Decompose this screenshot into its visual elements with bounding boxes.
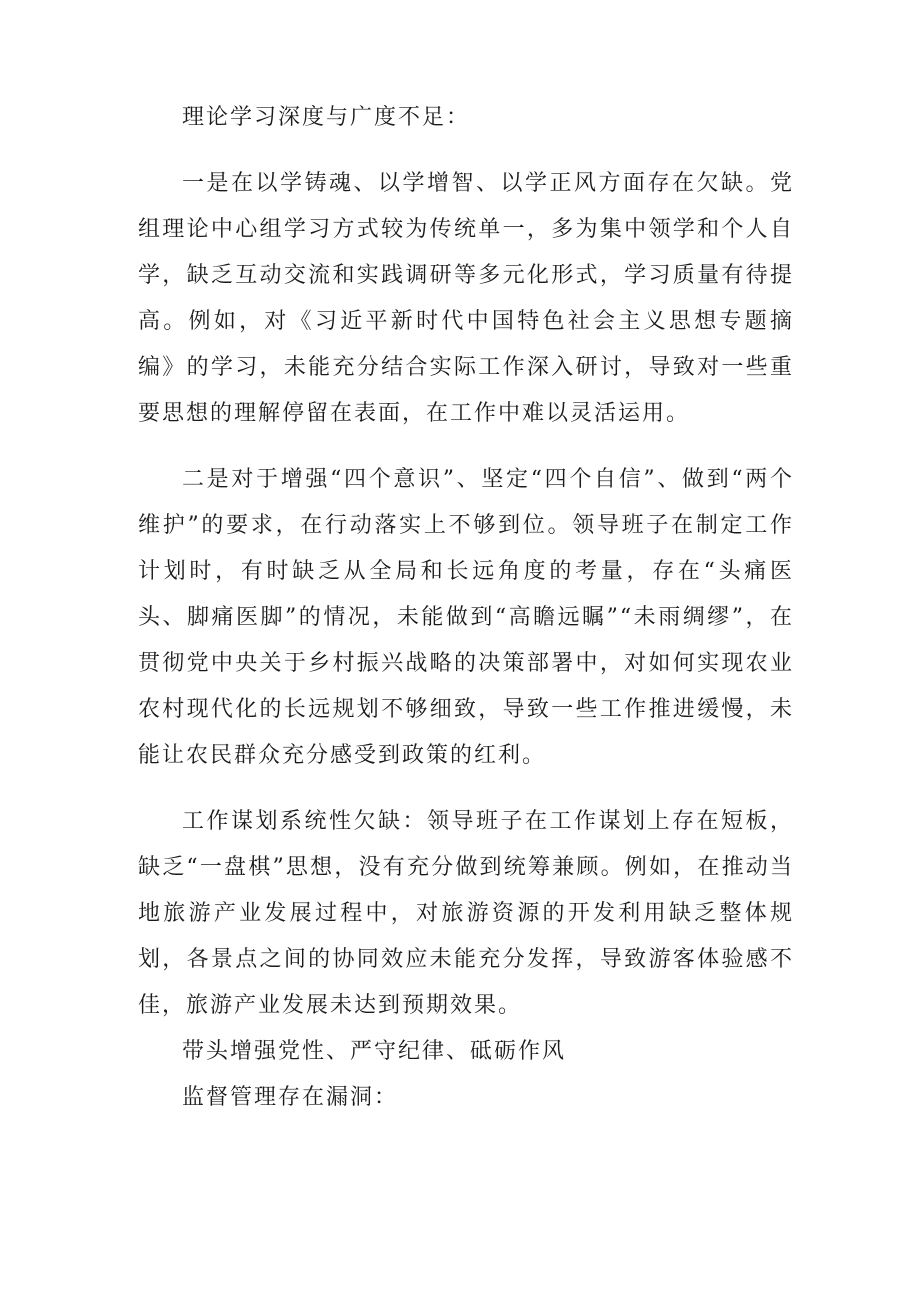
document-body bbox=[138, 95, 794, 1121]
paragraph-work-planning: 工作谋划系统性欠缺：领导班子在工作谋划上存在短板，缺乏“一盘棋”思想，没有充分做到统筹兼顾。例如，在推动当地旅游产业发展过程中，对旅游资源的开发利用缺乏整体规划，各景点之间的协同效应未能充分发挥，导致游客体验感不佳，旅游产业发展未达到预期效果。 bbox=[138, 809, 794, 1018]
section-heading-party-spirit: 带头增强党性、严守纪律、砥砺作风 bbox=[182, 1039, 567, 1064]
section-heading-supervision: 监督管理存在漏洞： bbox=[182, 1085, 399, 1110]
section-heading-theory-study: 理论学习深度与广度不足： bbox=[182, 105, 471, 130]
paragraph-point-one: 一是在以学铸魂、以学增智、以学正风方面存在欠缺。党组理论中心组学习方式较为传统单一，多为集中领学和个人自学，缺乏互动交流和实践调研等多元化形式，学习质量有待提高。例如，对《习近平新时代中国特色社会主义思想专题摘编》的学习，未能充分结合实际工作深入研讨，导致对一些重要思想的理解停留在表面，在工作中难以灵活运用。 bbox=[138, 171, 794, 426]
paragraph-point-two: 二是对于增强“四个意识”、坚定“四个自信”、做到“两个维护”的要求，在行动落实上不够到位。领导班子在制定工作计划时，有时缺乏从全局和长远角度的考量，存在“头痛医头、脚痛医脚”的情况，未能做到“高瞻远瞩”“未雨绸缪”，在贯彻党中央关于乡村振兴战略的决策部署中，对如何实现农业农村现代化的长远规划不够细致，导致一些工作推进缓慢，未能让农民群众充分感受到政策的红利。 bbox=[138, 467, 794, 768]
